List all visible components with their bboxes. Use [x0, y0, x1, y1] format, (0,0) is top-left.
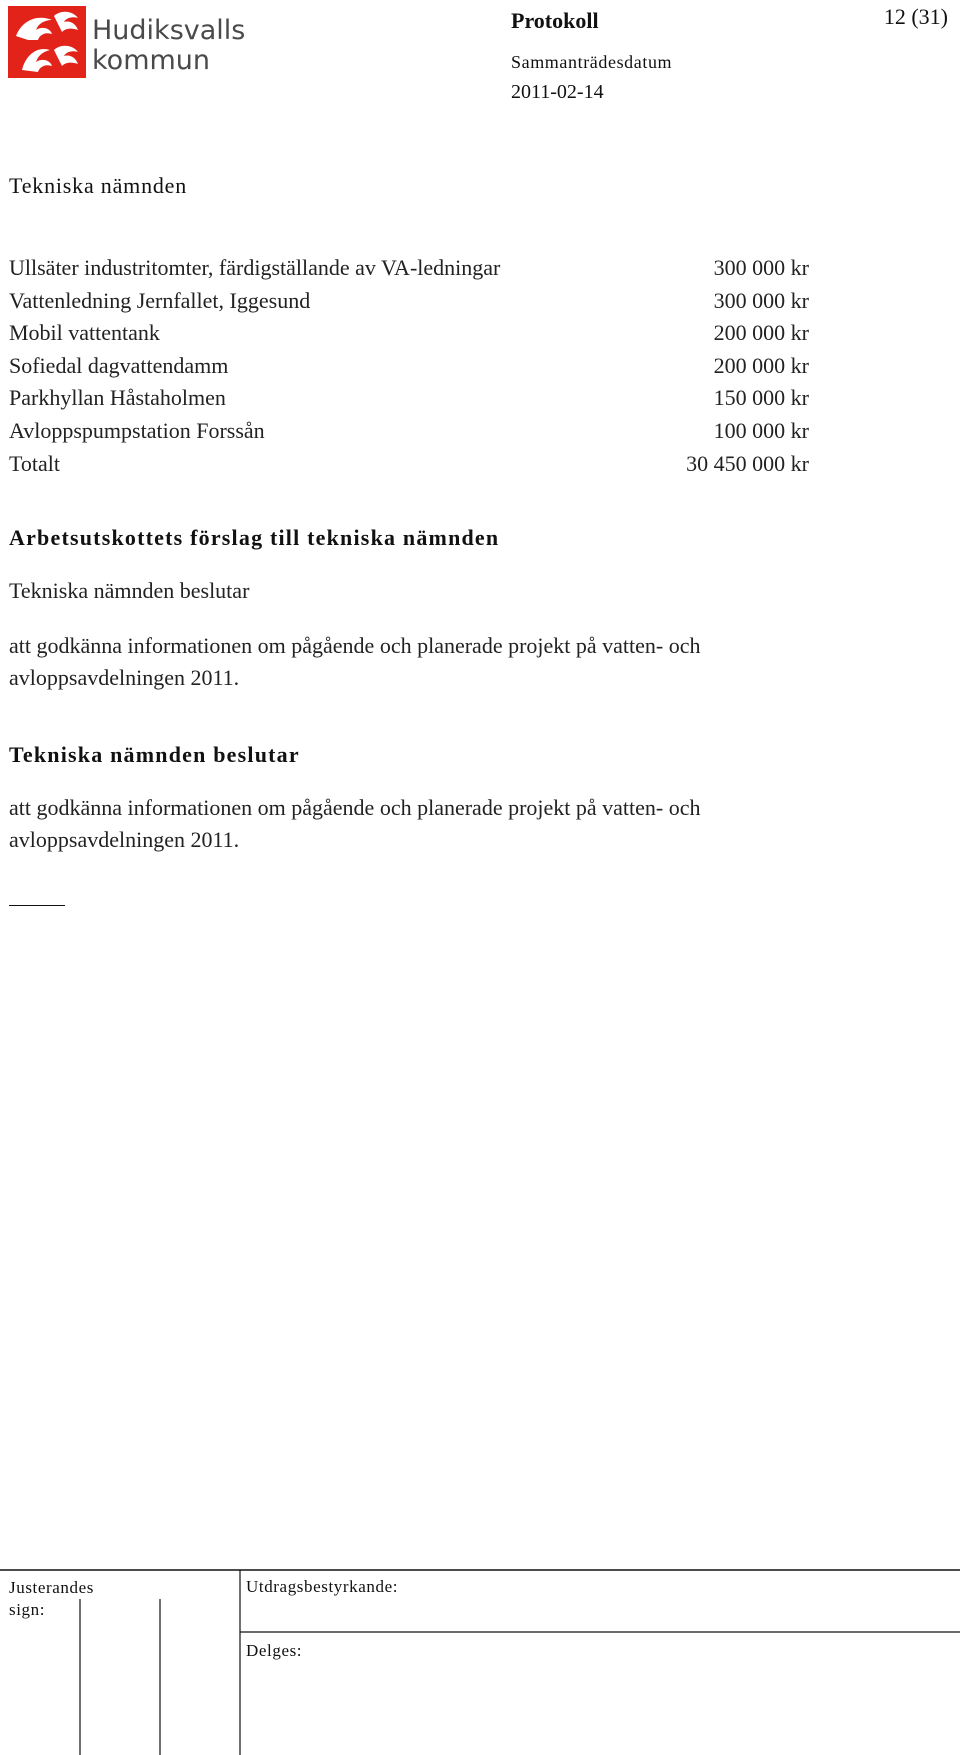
decision-text-line-2: avloppsavdelningen 2011. [9, 827, 240, 852]
project-amount: 300 000 kr [713, 255, 809, 280]
signature-grid [0, 1569, 960, 1755]
project-amount: 150 000 kr [713, 385, 809, 411]
logo-line-1: Hudiksvalls [92, 15, 246, 46]
document-type: Protokoll [511, 8, 599, 33]
budget-row [9, 382, 809, 415]
delges-label: Delges: [246, 1641, 303, 1660]
page-number: 12 (31) [883, 4, 948, 29]
section-end-rule [9, 905, 65, 906]
total-label: Totalt [9, 450, 61, 476]
proposal-text [9, 630, 929, 694]
proposal-heading: Arbetsutskottets förslag till tekniska nämnden [9, 525, 500, 550]
sign-label: sign: [9, 1600, 46, 1619]
budget-row [9, 317, 809, 350]
logo-wordmark [92, 16, 245, 76]
total-amount: 30 450 000 kr [686, 450, 809, 476]
committee-name: Tekniska nämnden [9, 173, 188, 198]
budget-row [9, 252, 809, 285]
budget-row [9, 350, 809, 383]
project-amount: 200 000 kr [713, 320, 809, 346]
project-name: Sofiedal dagvattendamm [9, 352, 229, 378]
logo-line-2: kommun [92, 45, 211, 76]
decision-text [9, 792, 929, 856]
utdragsbestyrkande-label: Utdragsbestyrkande: [246, 1577, 399, 1596]
signature-footer [0, 1569, 960, 1755]
goat-emblem-icon [8, 6, 86, 78]
project-amount: 100 000 kr [713, 417, 809, 443]
meeting-date: 2011-02-14 [511, 81, 604, 103]
justerandes-label: Justerandes [9, 1578, 94, 1597]
meeting-date-label: Sammanträdesdatum [511, 52, 673, 72]
project-name: Avloppspumpstation Forssån [9, 417, 265, 443]
budget-row [9, 415, 809, 448]
proposal-intro: Tekniska nämnden beslutar [9, 578, 250, 603]
decision-heading: Tekniska nämnden beslutar [9, 742, 300, 767]
justerandes-sign-label [9, 1577, 94, 1621]
decision-text-line-1: att godkänna informationen om pågående och planerade projekt på vatten- och [9, 795, 701, 820]
project-name: Parkhyllan Håstaholmen [9, 385, 226, 411]
proposal-text-line-1: att godkänna informationen om pågående och planerade projekt på vatten- och [9, 633, 701, 658]
project-amount: 200 000 kr [713, 352, 809, 378]
budget-total-row [9, 448, 809, 481]
project-name: Vattenledning Jernfallet, Iggesund [9, 287, 311, 313]
budget-row [9, 285, 809, 318]
budget-list [9, 252, 809, 480]
proposal-text-line-2: avloppsavdelningen 2011. [9, 665, 240, 690]
project-name: Mobil vattentank [9, 320, 160, 346]
project-name: Ullsäter industritomter, färdigställande av VA-ledningar [9, 255, 501, 280]
project-amount: 300 000 kr [713, 287, 809, 313]
